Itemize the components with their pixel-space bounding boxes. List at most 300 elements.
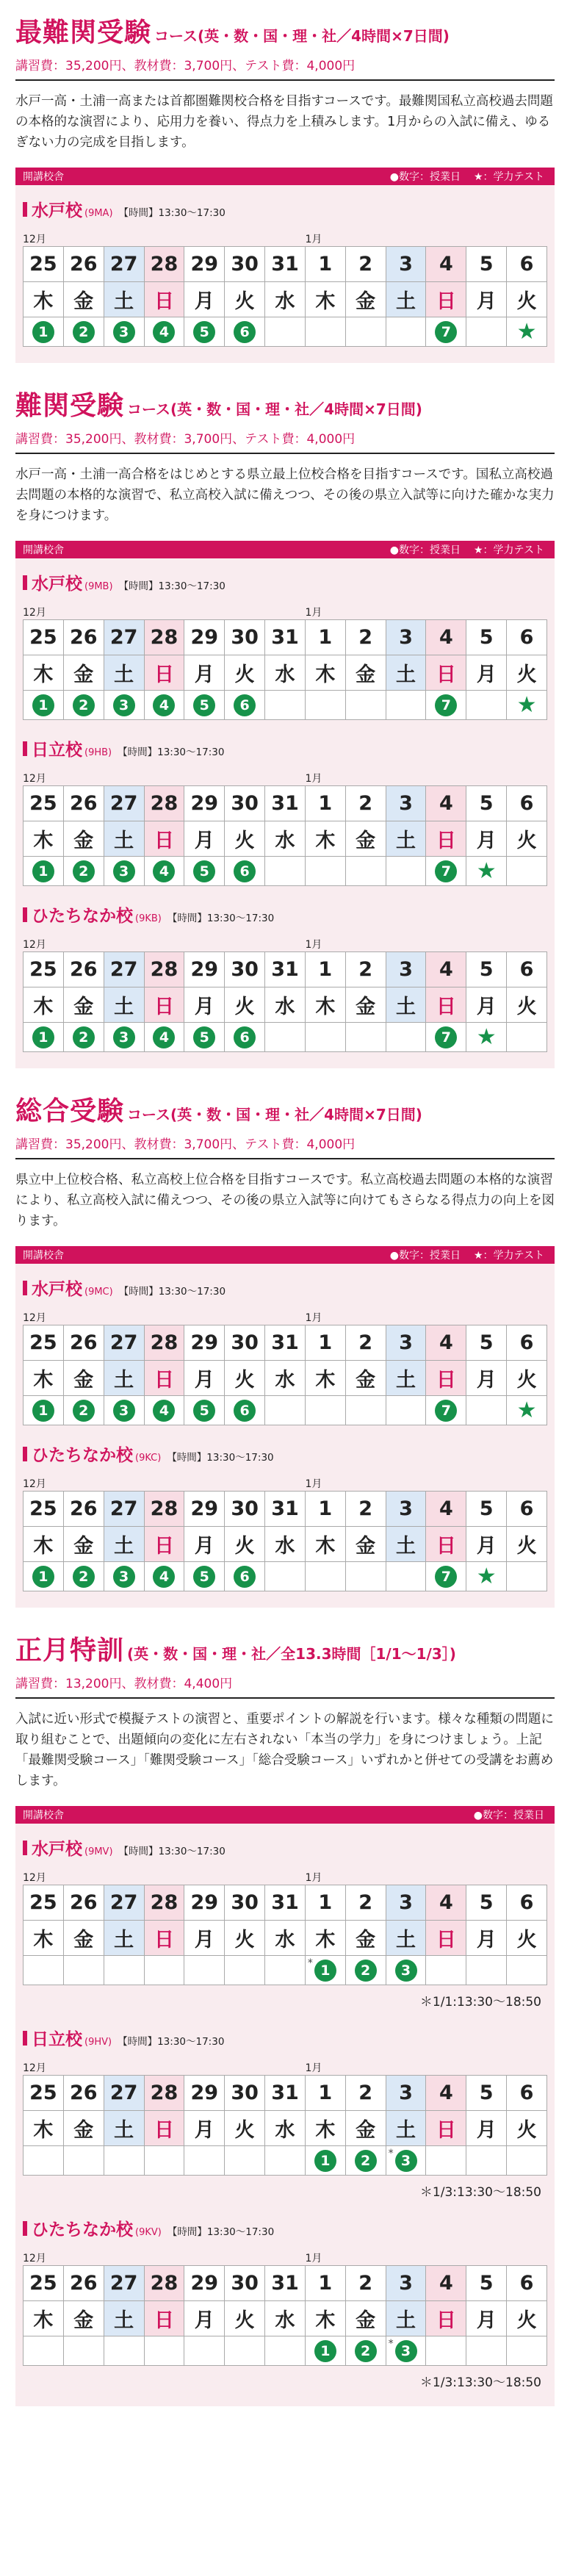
mark-cell [104,2336,144,2366]
branch-marker [23,741,27,756]
mark-cell [305,1023,345,1052]
star-icon: ★ [516,318,537,345]
calendar-table [23,2075,547,2176]
month-jan: 1月 [305,939,322,951]
mark-cell [466,1396,507,1425]
panel-header-label: 開講校舎 [23,1810,64,1821]
course-title [15,1630,555,1667]
weekday-cell: 日 [144,1921,184,1956]
weekday-cell: 火 [507,2111,547,2146]
date-cell: 4 [426,1885,466,1921]
mark-cell [184,317,225,347]
date-cell: 3 [386,247,426,282]
mark-cell [144,857,184,886]
legend-class-day: ●数字：授業日 [389,1250,461,1262]
weekday-cell: 土 [104,1361,144,1396]
date-cell: 2 [345,2266,386,2301]
mark-cell [345,691,386,720]
mark-cell [265,691,306,720]
branch-time: 【時間】13:30〜17:30 [118,1846,226,1857]
mark-cell [386,1562,426,1591]
weekday-cell: 金 [345,987,386,1023]
date-cell: 28 [144,2266,184,2301]
weekday-cell: 水 [265,1921,306,1956]
class-day-number: 3 [113,1566,135,1588]
mark-row [24,1396,547,1425]
branch-marker [23,1447,27,1461]
date-cell: 6 [507,2076,547,2111]
mark-cell [386,2336,426,2366]
class-day-number: 2 [73,1026,95,1048]
month-labels [23,603,547,619]
branch-block [15,2204,555,2390]
date-cell: 27 [104,2266,144,2301]
date-cell: 6 [507,786,547,821]
mark-cell [144,1023,184,1052]
mark-cell [507,317,547,347]
weekday-cell: 火 [225,1361,265,1396]
weekday-cell: 金 [63,282,104,317]
mark-cell [225,691,265,720]
weekday-cell: 火 [507,1361,547,1396]
branch-time: 【時間】13:30〜17:30 [167,1452,274,1464]
panel-header [15,1806,555,1824]
mark-cell [184,2336,225,2366]
date-cell: 1 [305,247,345,282]
weekday-cell: 月 [184,655,225,691]
mark-cell [386,1956,426,1985]
month-dec: 12月 [23,607,46,619]
mark-cell [225,317,265,347]
date-cell: 29 [184,2076,225,2111]
class-day-number: 6 [234,694,256,716]
mark-cell [426,2146,466,2176]
class-day-number: 3 [113,694,135,716]
class-day-number: 3 [113,321,135,343]
weekday-cell: 土 [104,655,144,691]
weekday-cell: 木 [305,1361,345,1396]
month-dec: 12月 [23,2062,46,2074]
date-cell: 31 [265,1492,306,1527]
weekday-cell: 火 [507,821,547,857]
mark-cell [305,1956,345,1985]
date-cell: 31 [265,1325,306,1361]
mark-cell [426,1956,466,1985]
date-cell: 26 [63,2076,104,2111]
date-cell: 5 [466,247,507,282]
mark-cell [265,1956,306,1985]
legend [377,169,544,184]
mark-cell [63,1956,104,1985]
date-row [24,1492,547,1527]
class-day-number: 4 [153,321,175,343]
date-cell: 2 [345,247,386,282]
branch-heading [23,570,547,594]
weekday-cell: 日 [144,1527,184,1562]
branch-heading [23,1276,547,1300]
mark-cell [345,1396,386,1425]
class-day-number: 5 [193,1566,215,1588]
branch-heading [23,902,547,927]
class-day-number: 1 [32,694,54,716]
date-cell: 26 [63,1885,104,1921]
branch-block [15,1264,555,1425]
mark-cell [63,1562,104,1591]
class-day-number: 7 [435,1026,457,1048]
course-fee: 講習費：35,200円、教材費：3,700円、テスト費：4,000円 [15,1137,356,1152]
date-cell: 28 [144,620,184,655]
weekday-cell: 土 [386,1527,426,1562]
date-cell: 5 [466,786,507,821]
month-labels [23,2249,547,2265]
branch-name: ひたちなか校 [32,907,133,926]
month-labels [23,1475,547,1491]
date-cell: 25 [24,620,64,655]
mark-cell [24,1396,64,1425]
date-cell: 26 [63,620,104,655]
weekday-cell: 木 [305,987,345,1023]
branch-marker [23,2221,27,2236]
date-cell: 29 [184,786,225,821]
date-cell: 29 [184,1885,225,1921]
date-cell: 2 [345,2076,386,2111]
class-day-number: 6 [234,860,256,882]
date-cell: 5 [466,2076,507,2111]
mark-cell [507,857,547,886]
weekday-cell: 木 [24,987,64,1023]
mark-cell [225,857,265,886]
weekday-cell: 火 [225,821,265,857]
date-cell: 27 [104,620,144,655]
mark-cell [305,691,345,720]
date-cell: 29 [184,2266,225,2301]
class-day-number: 4 [153,860,175,882]
calendar-table [23,1325,547,1425]
class-day-number: 6 [234,321,256,343]
mark-cell [426,2336,466,2366]
time-note: ＊1/3:13:30〜18:50 [419,2375,541,2390]
mark-cell [225,2146,265,2176]
weekday-cell: 月 [466,987,507,1023]
branch-name: ひたちなか校 [32,1446,133,1465]
weekday-cell: 土 [386,1361,426,1396]
mark-cell [345,2336,386,2366]
branch-name: 水戸校 [32,201,82,220]
branch-marker [23,575,27,590]
legend [377,1248,544,1262]
branch-heading [23,197,547,221]
panel-header-label: 開講校舎 [23,544,64,556]
mark-cell [104,2146,144,2176]
mark-cell [507,1956,547,1985]
mark-cell [507,1562,547,1591]
date-cell: 30 [225,620,265,655]
weekday-cell: 日 [144,987,184,1023]
weekday-cell: 土 [104,987,144,1023]
course-fee: 講習費：35,200円、教材費：3,700円、テスト費：4,000円 [15,59,356,73]
panel-header-label: 開講校舎 [23,171,64,183]
date-cell: 3 [386,952,426,987]
mark-cell [104,1562,144,1591]
date-cell: 1 [305,952,345,987]
date-cell: 6 [507,247,547,282]
mark-cell [144,691,184,720]
date-cell: 1 [305,1492,345,1527]
mark-cell [466,857,507,886]
date-cell: 25 [24,786,64,821]
weekday-cell: 月 [184,821,225,857]
class-day-number: 7 [435,860,457,882]
branch-code: (9KV) [135,2227,162,2238]
date-cell: 30 [225,247,265,282]
weekday-cell: 月 [184,282,225,317]
date-cell: 3 [386,1325,426,1361]
mark-cell [466,1956,507,1985]
date-cell: 4 [426,1325,466,1361]
weekday-cell: 水 [265,987,306,1023]
weekday-cell: 火 [225,1921,265,1956]
weekday-cell: 月 [184,1921,225,1956]
date-row [24,247,547,282]
weekday-cell: 日 [144,1361,184,1396]
weekday-cell: 木 [305,1527,345,1562]
class-day-number: 7 [435,321,457,343]
weekday-cell: 火 [225,1527,265,1562]
date-cell: 4 [426,620,466,655]
mark-cell [63,691,104,720]
date-cell: 31 [265,2076,306,2111]
mark-cell [63,857,104,886]
schedule-panel [15,541,555,1068]
branch-block [15,1430,555,1591]
mark-cell [265,857,306,886]
branch-heading [23,736,547,760]
class-day-number: 4 [153,1026,175,1048]
date-row [24,1885,547,1921]
class-day-number: 4 [153,1566,175,1588]
weekday-cell: 金 [345,1361,386,1396]
star-icon: ★ [476,857,497,884]
class-day-number: 5 [193,321,215,343]
weekday-cell: 金 [345,2301,386,2336]
page [0,12,570,2428]
date-cell: 30 [225,1885,265,1921]
date-cell: 31 [265,620,306,655]
mark-cell [345,2146,386,2176]
class-day-number: 3 [113,860,135,882]
weekday-cell: 日 [426,1921,466,1956]
weekday-row [24,1921,547,1956]
weekday-row [24,655,547,691]
weekday-cell: 木 [24,2111,64,2146]
mark-cell [507,691,547,720]
weekday-cell: 日 [426,655,466,691]
mark-cell [426,857,466,886]
weekday-cell: 火 [507,1527,547,1562]
mark-cell [225,1956,265,1985]
date-cell: 27 [104,1492,144,1527]
weekday-cell: 火 [507,1921,547,1956]
weekday-cell: 火 [507,987,547,1023]
mark-cell [507,1023,547,1052]
mark-cell [426,1023,466,1052]
date-cell: 25 [24,1885,64,1921]
date-cell: 28 [144,786,184,821]
month-dec: 12月 [23,1478,46,1490]
course-title-sub: コース(英・数・国・理・社／4時間×7日間) [127,1106,422,1123]
weekday-cell: 木 [305,2301,345,2336]
weekday-row [24,2111,547,2146]
mark-cell [466,691,507,720]
class-day-number: 3 [395,1960,417,1982]
course-fee: 講習費：13,200円、教材費：4,400円 [15,1677,233,1691]
mark-cell [184,1956,225,1985]
date-cell: 30 [225,2076,265,2111]
date-cell: 26 [63,2266,104,2301]
mark-cell [104,857,144,886]
branch-time: 【時間】13:30〜17:30 [118,580,226,592]
weekday-cell: 水 [265,1361,306,1396]
branch-code: (9HB) [84,747,112,758]
month-dec: 12月 [23,234,46,245]
class-day-number: 7 [435,694,457,716]
weekday-cell: 月 [466,1361,507,1396]
branch-marker [23,907,27,922]
weekday-row [24,2301,547,2336]
mark-cell [345,1023,386,1052]
weekday-cell: 金 [63,821,104,857]
course-title-main: 最難関受験 [15,18,152,48]
mark-cell [63,317,104,347]
date-cell: 1 [305,786,345,821]
class-day-number: 5 [193,1026,215,1048]
month-labels [23,935,547,951]
weekday-cell: 火 [507,2301,547,2336]
course-description: 県立中上位校合格、私立高校上位合格を目指すコースです。私立高校過去問題の本格的な演習により、私立高校入試に備えつつ、その後の県立入試等に向けてもさらなる得点力の向上を図ります。 [15,1158,555,1231]
mark-cell [24,317,64,347]
branch-time: 【時間】13:30〜17:30 [167,913,275,924]
mark-cell [104,1023,144,1052]
mark-cell [104,317,144,347]
weekday-cell: 土 [104,2111,144,2146]
weekday-cell: 木 [305,821,345,857]
mark-cell [386,1396,426,1425]
mark-cell [265,2146,306,2176]
mark-row [24,2336,547,2366]
weekday-cell: 日 [426,2111,466,2146]
date-row [24,786,547,821]
class-day-number: 2 [355,2150,377,2172]
calendar-table [23,246,547,347]
mark-cell [63,1023,104,1052]
date-cell: 5 [466,620,507,655]
weekday-cell: 木 [24,821,64,857]
date-cell: 28 [144,952,184,987]
class-day-number: 5 [193,860,215,882]
mark-cell [144,317,184,347]
class-day-number: 1 [32,1026,54,1048]
mark-cell [426,317,466,347]
date-cell: 4 [426,247,466,282]
weekday-cell: 金 [63,987,104,1023]
weekday-cell: 土 [104,282,144,317]
date-cell: 27 [104,1325,144,1361]
mark-cell [24,2146,64,2176]
branch-name: ひたちなか校 [32,2220,133,2239]
branch-time: 【時間】13:30〜17:30 [118,746,225,758]
mark-cell [184,691,225,720]
class-day-number: 1 [32,1400,54,1422]
branch-code: (9KC) [135,1453,162,1464]
weekday-cell: 月 [184,987,225,1023]
class-day-number: 3 [113,1400,135,1422]
date-cell: 25 [24,1325,64,1361]
course-description: 水戸一高・土浦一高合格をはじめとする県立最上位校合格を目指すコースです。国私立高校過去問題の本格的な演習で、私立高校入試に備えつつ、その後の県立入試等に向けた確かな実力を身につけます。 [15,453,555,526]
weekday-cell: 土 [386,1921,426,1956]
weekday-cell: 木 [305,1921,345,1956]
class-day-number: 3 [395,2150,417,2172]
date-row [24,2266,547,2301]
weekday-row [24,821,547,857]
month-dec: 12月 [23,2253,46,2264]
weekday-cell: 月 [184,1527,225,1562]
time-note: ＊1/3:13:30〜18:50 [419,2185,541,2200]
date-cell: 28 [144,1325,184,1361]
branch-heading [23,2216,547,2240]
date-cell: 26 [63,247,104,282]
date-cell: 26 [63,1325,104,1361]
weekday-cell: 金 [345,2111,386,2146]
class-day-number: 1 [32,1566,54,1588]
weekday-cell: 金 [63,1361,104,1396]
date-cell: 30 [225,1325,265,1361]
date-cell: 31 [265,247,306,282]
mark-cell [345,1562,386,1591]
mark-cell [386,1023,426,1052]
class-day-number: 4 [153,694,175,716]
date-cell: 31 [265,786,306,821]
date-cell: 25 [24,952,64,987]
date-cell: 29 [184,1492,225,1527]
weekday-cell: 土 [386,282,426,317]
date-cell: 1 [305,2266,345,2301]
class-day-number: 2 [73,1566,95,1588]
mark-cell [24,1023,64,1052]
weekday-cell: 木 [24,1921,64,1956]
course-title [15,385,555,422]
weekday-cell: 金 [345,821,386,857]
date-cell: 2 [345,1492,386,1527]
mark-cell [507,2146,547,2176]
weekday-cell: 金 [63,1527,104,1562]
legend-test: ★：学力テスト [474,1250,544,1262]
month-labels [23,1868,547,1885]
mark-cell [265,317,306,347]
date-row [24,2076,547,2111]
class-day-number: 3 [395,2340,417,2362]
class-day-number: 7 [435,1400,457,1422]
date-cell: 30 [225,786,265,821]
mark-row [24,691,547,720]
mark-cell [184,857,225,886]
mark-cell [265,1562,306,1591]
date-cell: 31 [265,2266,306,2301]
date-cell: 6 [507,1885,547,1921]
month-dec: 12月 [23,773,46,785]
class-day-number: 2 [73,694,95,716]
weekday-cell: 火 [225,282,265,317]
month-jan: 1月 [305,1872,322,1884]
